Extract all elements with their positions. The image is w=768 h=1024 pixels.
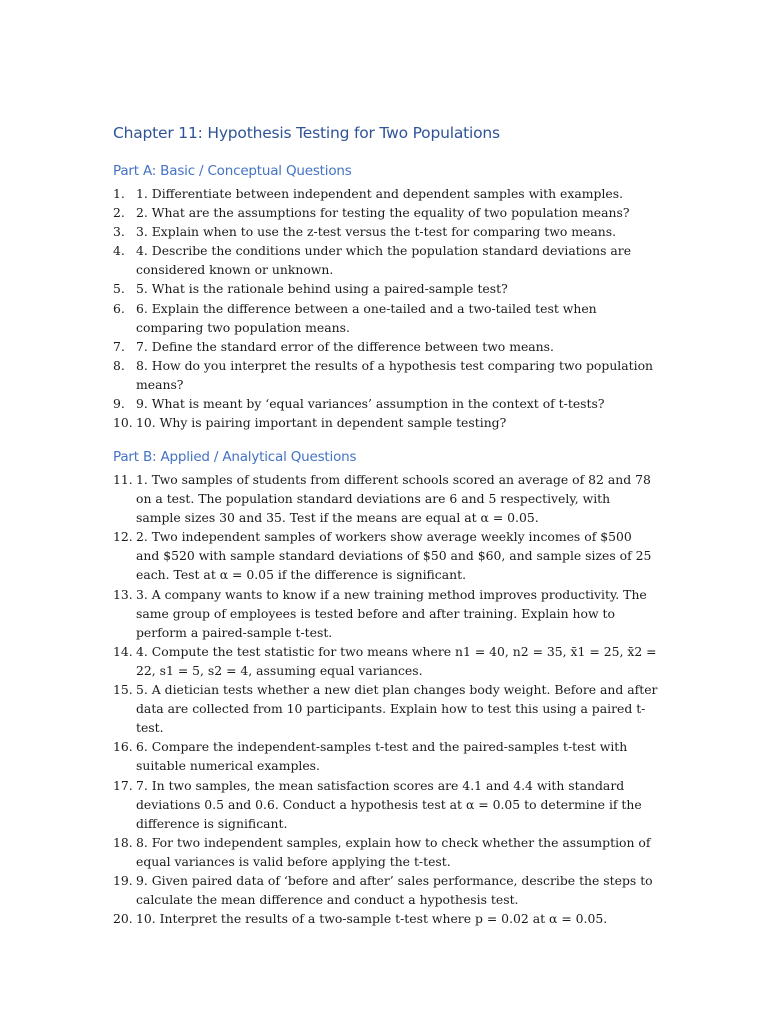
list-item [113,299,658,337]
item-number: 8. [113,357,125,373]
question-text: 7. Define the standard error of the difference between two means. [136,338,554,354]
list-item [113,337,658,356]
list-item [113,737,658,775]
item-number: 11. [113,472,133,487]
question-text: 7. In two samples, the mean satisfaction scores are 4.1 and 4.4 with standard deviations 0.5 and 0.6. Conduct a hypothesis test at α = 0.05 to determine if the difference is significant. [136,777,642,831]
item-number: 3. [113,224,125,240]
question-text: 8. For two independent samples, explain how to check whether the assumption of equal variances is valid before applying the t-test. [136,834,651,869]
item-number: 19. [113,872,133,888]
list-item [113,279,658,298]
question-text: 2. Two independent samples of workers show average weekly incomes of $500 and $520 with sample standard deviations of $50 and $60, and sample sizes of 25 each. Test at α = 0.05 if the difference is significant. [136,529,652,583]
list-item [113,527,658,584]
item-number: 7. [113,338,125,354]
item-number: 16. [113,739,133,755]
list-item [113,776,658,833]
list-item [113,356,658,394]
item-number: 1. [113,186,125,201]
question-text: 1. Two samples of students from different schools scored an average of 82 and 78 on a test. The population standard deviations are 6 and 5 respectively, with sample sizes 30 and 35. Test if the means are equal at α = 0.05. [136,472,651,526]
item-number: 2. [113,205,125,221]
question-text: 10. Interpret the results of a two-sample t-test where p = 0.02 at α = 0.05. [136,911,608,927]
list-item [113,680,658,737]
list-item [113,871,658,909]
list-item [113,413,658,432]
question-text: 4. Compute the test statistic for two means where n1 = 40, n2 = 35, x̄1 = 25, x̄2 = 22, s1 = 5, s2 = 4, assuming equal variances. [136,643,657,678]
list-item [113,184,658,203]
part-b-heading: Part B: Applied / Analytical Questions [113,449,357,465]
item-number: 12. [113,529,133,545]
item-number: 4. [113,243,125,259]
question-text: 4. Describe the conditions under which the population standard deviations are considered known or unknown. [136,243,632,278]
question-text: 1. Differentiate between independent and dependent samples with examples. [136,186,624,201]
item-number: 14. [113,643,133,659]
question-text: 8. How do you interpret the results of a hypothesis test comparing two population means? [136,357,654,392]
question-text: 6. Explain the difference between a one-tailed and a two-tailed test when comparing two population means. [136,300,597,335]
question-text: 9. Given paired data of ‘before and after’ sales performance, describe the steps to calculate the mean difference and conduct a hypothesis test. [136,872,653,908]
list-item [113,241,658,279]
list-item [113,833,658,871]
item-number: 9. [113,396,125,412]
list-item [113,222,658,241]
question-text: 3. Explain when to use the z-test versus the t-test for comparing two means. [136,224,617,240]
part-a-heading: Part A: Basic / Conceptual Questions [113,163,352,179]
question-text: 5. What is the rationale behind using a paired-sample test? [136,281,508,297]
item-number: 18. [113,834,133,850]
item-number: 13. [113,586,133,602]
item-number: 20. [113,911,133,927]
list-item [113,470,658,527]
question-text: 2. What are the assumptions for testing the equality of two population means? [136,205,630,221]
question-text: 5. A dietician tests whether a new diet plan changes body weight. Before and after data are collected from 10 participants. Explain how to test this using a paired t-test. [136,682,658,736]
question-text: 3. A company wants to know if a new training method improves productivity. The same group of employees is tested before and after training. Explain how to perform a paired-sample t-test. [136,586,647,640]
question-text: 6. Compare the independent-samples t-test and the paired-samples t-test with suitable numerical examples. [136,739,628,774]
chapter-title: Chapter 11: Hypothesis Testing for Two Populations [113,124,500,142]
question-text: 9. What is meant by ‘equal variances’ assumption in the context of t-tests? [136,396,605,412]
list-item [113,394,658,413]
list-item [113,203,658,222]
item-number: 17. [113,777,133,793]
question-text: 10. Why is pairing important in dependent sample testing? [136,415,507,431]
list-item [113,585,658,642]
item-number: 6. [113,300,125,316]
part-a-question-list [113,184,658,432]
item-number: 5. [113,281,125,297]
part-b-question-list [113,470,658,928]
list-item [113,909,658,928]
item-number: 15. [113,682,133,698]
item-number: 10. [113,415,133,431]
list-item [113,642,658,680]
